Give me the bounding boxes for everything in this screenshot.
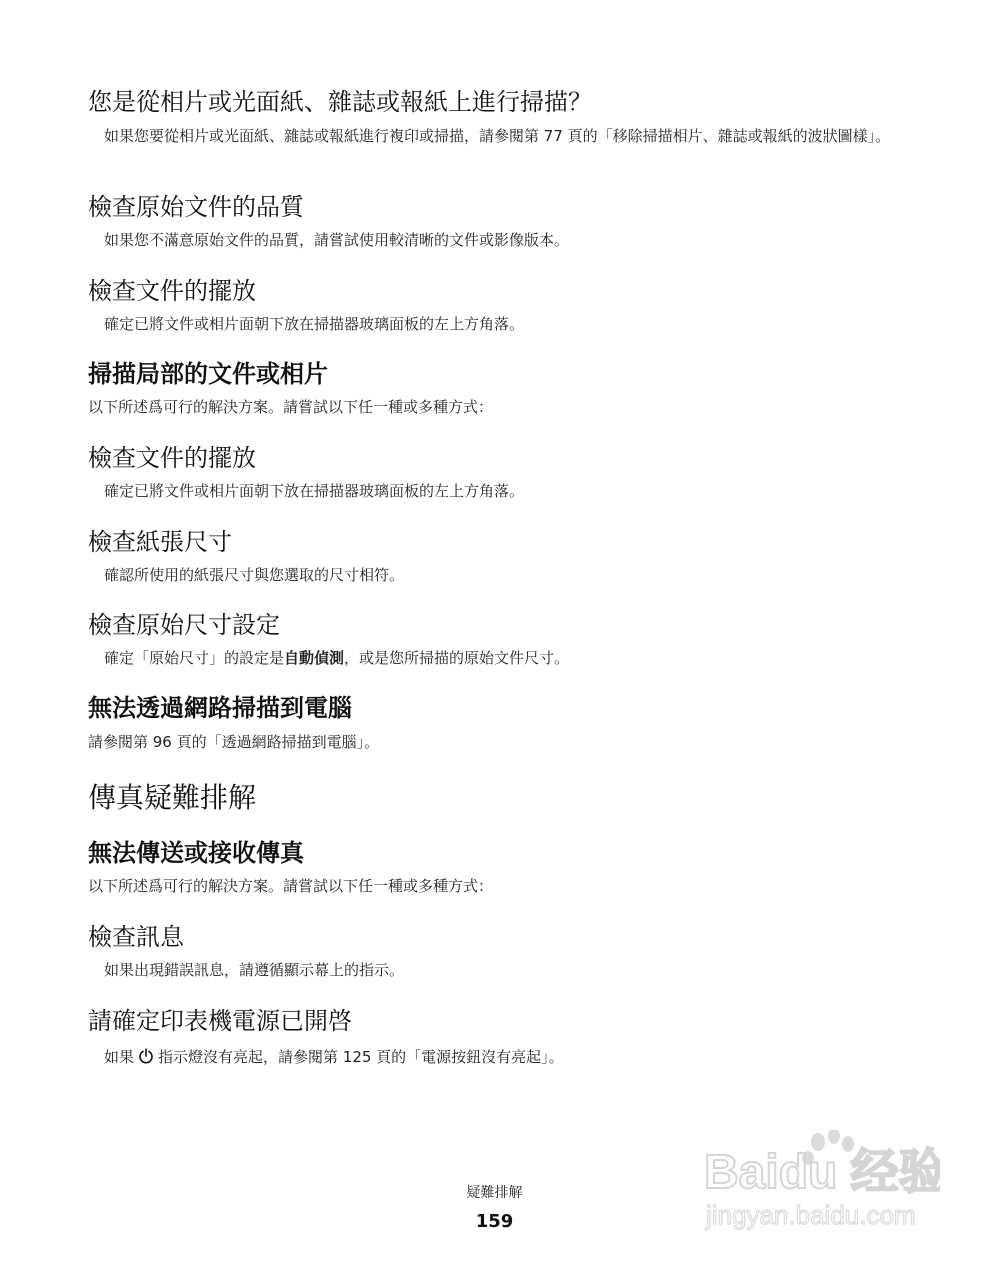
section-heading: 檢查原始文件的品質 [88, 193, 304, 221]
section-heading: 檢查原始尺寸設定 [88, 611, 280, 639]
section-body: 如果您不滿意原始文件的品質，請嘗試使用較清晰的文件或影像版本。 [104, 231, 570, 249]
body-text: 如果 [104, 1048, 135, 1066]
body-text: 確定「原始尺寸」的設定是 [104, 649, 285, 667]
body-text: ，或是您所掃描的原始文件尺寸。 [344, 649, 570, 667]
footer-chapter-label: 疑難排解 [466, 1185, 523, 1201]
section-body: 以下所述爲可行的解決方案。請嘗試以下任一種或多種方式： [88, 398, 494, 416]
section-heading: 無法傳送或接收傳真 [88, 839, 304, 867]
section-heading: 無法透過網路掃描到電腦 [88, 694, 352, 722]
section-body: 確定已將文件或相片面朝下放在掃描器玻璃面板的左上方角落。 [104, 482, 525, 500]
page-number: 159 [475, 1211, 514, 1232]
section-body: 如果出現錯誤訊息，請遵循顯示幕上的指示。 [104, 961, 405, 979]
power-icon [138, 1048, 154, 1064]
chapter-title: 傳真疑難排解 [88, 781, 257, 814]
watermark-url: jingyan.baidu.com [706, 1200, 916, 1230]
section-heading: 檢查文件的擺放 [88, 277, 256, 305]
baidu-watermark [700, 1130, 940, 1260]
section-heading: 檢查訊息 [88, 923, 184, 951]
section-heading: 檢查文件的擺放 [88, 444, 256, 472]
emphasis-text: 自動偵測 [284, 649, 345, 667]
section-body: 確認所使用的紙張尺寸與您選取的尺寸相符。 [104, 566, 405, 584]
watermark-brand: Baidu 经验 [704, 1146, 940, 1199]
section-body [104, 648, 904, 669]
section-heading: 您是從相片或光面紙、雜誌或報紙上進行掃描？ [88, 88, 592, 116]
section-body: 請參閱第 96 頁的「透過網路掃描到電腦」。 [88, 733, 380, 751]
section-body: 如果您要從相片或光面紙、雜誌或報紙進行複印或掃描，請參閱第 77 頁的「移除掃描相片、雜誌或報紙的波狀圖樣」。 [104, 127, 891, 145]
section-body [104, 1047, 904, 1068]
body-text: 指示燈沒有亮起，請參閱第 125 頁的「電源按鈕沒有亮起」。 [158, 1048, 564, 1066]
section-body: 以下所述爲可行的解決方案。請嘗試以下任一種或多種方式： [88, 877, 494, 895]
section-heading: 檢查紙張尺寸 [88, 528, 232, 556]
section-heading: 掃描局部的文件或相片 [88, 360, 328, 388]
section-body: 確定已將文件或相片面朝下放在掃描器玻璃面板的左上方角落。 [104, 315, 525, 333]
section-heading: 請確定印表機電源已開啓 [88, 1007, 352, 1035]
